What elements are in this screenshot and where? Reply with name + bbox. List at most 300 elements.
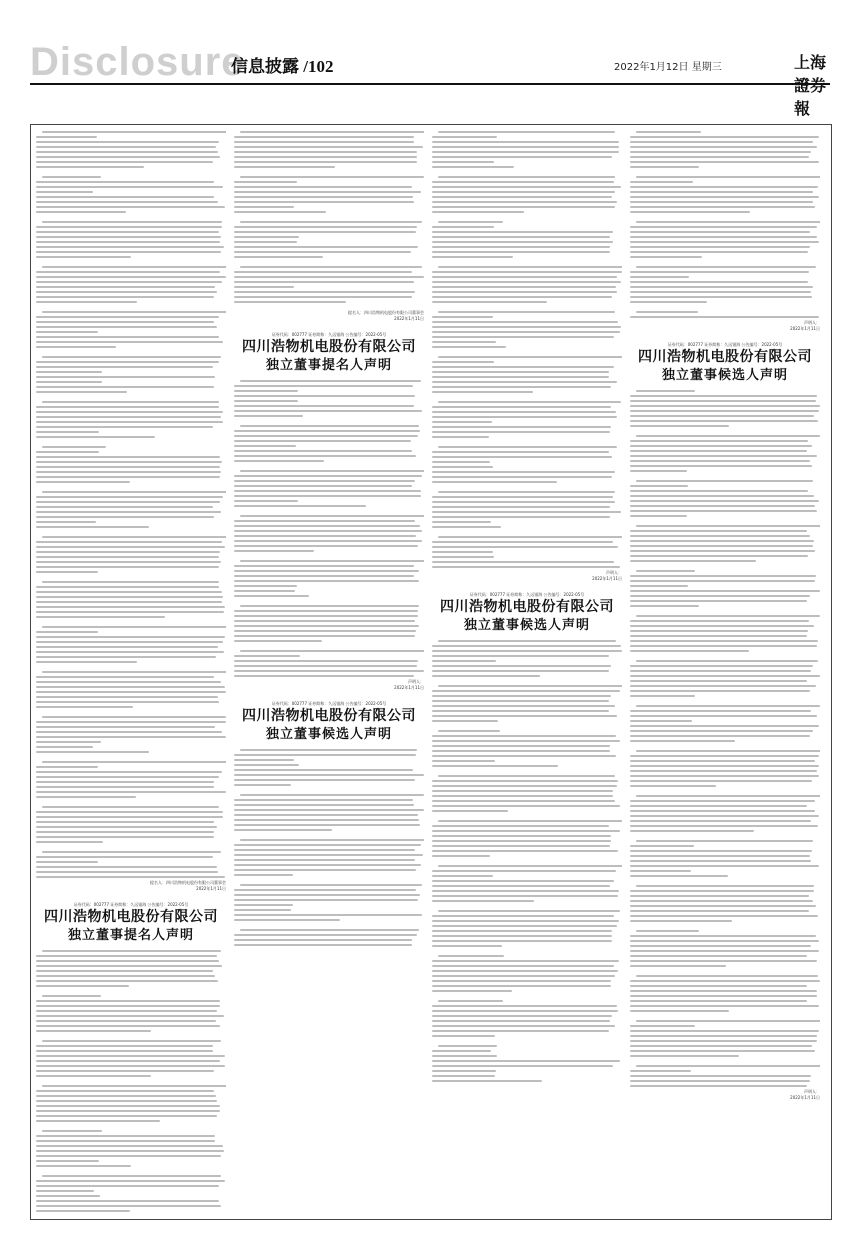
text-line [432,226,494,228]
text-line [630,805,807,807]
text-line [630,1040,817,1042]
body-text [630,390,820,1087]
text-line [234,540,422,542]
text-line [432,812,622,817]
newspaper-name: 上海證券報 [794,53,827,118]
text-line [36,461,222,463]
text-line [234,507,424,512]
text-line [432,516,610,518]
text-line [630,960,817,962]
text-line [630,550,815,552]
text-line [36,831,214,833]
text-line [432,431,610,433]
text-line [432,231,613,233]
text-line [630,630,808,632]
text-line [240,515,424,517]
signature: 提名人：四川浩物机电股份有限公司董事会 [348,310,424,315]
signature: 声明人： [408,679,424,684]
text-line [234,286,294,288]
text-line [234,281,414,283]
text-line [630,251,808,253]
text-line [432,835,611,837]
text-line [630,1085,807,1087]
text-line [36,876,225,878]
signature: 声明人： [804,1089,820,1094]
company-name: 四川浩物机电股份有限公司 [242,708,416,724]
text-line [36,431,99,433]
text-line [630,510,817,512]
text-line [432,1015,612,1017]
text-line [234,201,414,203]
text-line [234,849,415,851]
text-line [630,635,807,637]
text-line [432,902,622,907]
text-line [36,451,99,453]
text-line [36,551,220,553]
text-line [36,965,222,967]
text-line [630,855,810,857]
text-line [42,221,222,223]
text-line [240,425,419,427]
text-line [36,1205,221,1207]
text-line [36,361,219,363]
text-line [630,231,810,233]
text-line [36,1010,217,1012]
text-line [630,600,807,602]
text-line [36,483,226,488]
text-line [234,844,421,846]
text-line [42,581,219,583]
text-line [630,720,692,722]
text-line [432,506,610,508]
text-line [432,760,495,762]
text-line [234,889,416,891]
text-line [636,525,820,527]
text-line [36,1000,220,1002]
text-line [438,910,620,912]
text-line [234,462,424,467]
text-line [630,226,817,228]
text-line [42,761,226,763]
text-line [234,385,413,387]
doc-title: 独立董事候选人声明 [265,727,392,742]
company-name: 四川浩物机电股份有限公司 [638,349,812,365]
text-line [36,241,220,243]
text-line [234,934,417,936]
text-line [432,496,613,498]
text-line [630,730,813,732]
text-line [234,552,424,557]
text-line [234,450,412,452]
text-line [234,779,415,781]
text-line [432,201,617,203]
text-line [240,650,424,652]
text-line [234,804,414,806]
text-line [438,491,615,493]
signature-date: 2022年1月11日 [790,1095,820,1100]
issue-date: 2022年1月12日 星期三 [614,62,722,73]
text-line [432,246,610,248]
text-line [234,630,416,632]
text-line [36,753,226,758]
text-line [36,316,219,318]
text-line [438,221,503,223]
text-line [432,920,619,922]
text-line [432,191,615,193]
text-line [432,438,622,443]
text-line [36,246,224,248]
text-line [630,316,819,318]
brand-logo: Disclosure [30,40,245,84]
announcement-heading [432,592,622,634]
text-line [36,506,213,508]
masthead [30,40,830,118]
text-line [630,555,808,557]
text-line [630,1050,815,1052]
text-line [234,485,412,487]
text-line [36,151,218,153]
text-line [36,631,98,633]
text-line [42,176,101,178]
text-line [630,1030,819,1032]
text-line [432,1075,495,1077]
text-line [432,940,612,942]
text-line [630,697,820,702]
text-line [630,725,819,727]
text-line [234,236,299,238]
text-line [234,665,417,667]
text-line [630,955,807,957]
text-line [630,900,813,902]
text-line [432,992,622,997]
text-line [234,520,415,522]
text-line [36,393,226,398]
text-line [234,445,296,447]
text-line [630,815,819,817]
text-line [36,136,97,138]
text-line [630,530,807,532]
text-line [432,156,612,158]
text-line [432,785,617,787]
text-line [234,944,412,946]
text-line [438,536,622,538]
text-line [36,646,218,648]
text-line [630,276,689,278]
text-line [240,749,417,751]
text-line [36,1135,215,1137]
text-line [432,970,618,972]
announcement-heading [234,701,424,743]
text-line [36,1015,224,1017]
text-line [240,380,421,382]
text-line [432,805,620,807]
text-line [36,416,221,418]
text-line [432,880,614,882]
text-line [36,1110,220,1112]
text-line [240,131,424,133]
text-line [432,875,493,877]
text-line [432,151,619,153]
text-line [36,861,98,863]
text-line [36,296,214,298]
text-line [432,161,494,163]
text-line [234,799,413,801]
text-line [432,521,491,523]
text-line [36,281,222,283]
text-line [432,416,617,418]
text-line [36,686,225,688]
text-line [432,331,620,333]
text-line [234,864,421,866]
text-line [432,451,609,453]
stock-codes: 证券代码：002777 证券简称：久远银海 公告编号：2022-05号 [73,902,189,907]
text-line [234,226,417,228]
text-line [630,980,820,982]
text-line [234,809,424,811]
text-line [630,865,819,867]
text-line [234,146,423,148]
text-line [36,1200,219,1202]
text-line [234,241,297,243]
text-line [636,435,820,437]
text-line [630,395,817,397]
column-2 [234,128,424,1212]
text-line [240,839,424,841]
text-line [36,1025,220,1027]
text-line [36,1155,221,1157]
text-line [234,590,295,592]
text-line [234,395,415,397]
text-line [234,455,416,457]
text-line [630,742,820,747]
text-line [234,615,418,617]
text-line [432,241,613,243]
text-line [432,361,494,363]
text-line [36,371,102,373]
text-line [630,675,820,677]
text-line [234,271,412,273]
text-line [630,445,812,447]
text-line [630,645,817,647]
text-line [630,291,811,293]
text-line [630,440,808,442]
text-line [234,635,415,637]
text-line [36,501,220,503]
text-line [36,141,219,143]
announcement-heading [36,902,226,944]
text-line [432,1025,615,1027]
text-line [630,935,816,937]
text-line [630,710,811,712]
text-line [432,1065,613,1067]
text-line [36,326,217,328]
text-line [630,472,820,477]
text-line [432,750,610,752]
text-line [432,845,610,847]
text-line [36,191,93,193]
text-line [432,947,622,952]
text-line [36,676,214,678]
text-line [234,764,299,766]
text-line [432,258,622,263]
text-line [36,1185,219,1187]
text-line [636,131,701,133]
text-line [42,446,106,448]
text-line [36,196,214,198]
text-line [234,276,424,278]
text-line [636,480,813,482]
text-line [432,780,618,782]
text-line [36,213,226,218]
text-line [42,356,221,358]
text-line [234,390,298,392]
text-line [432,371,609,373]
text-line [234,814,418,816]
text-line [36,276,226,278]
text-line [234,831,424,836]
text-line [432,1060,620,1062]
text-line [36,970,213,972]
text-line [630,652,820,657]
body-text [234,131,424,308]
text-line [234,161,417,163]
text-line [630,181,693,183]
text-line [234,291,415,293]
text-line [36,541,222,543]
text-line [630,787,820,792]
text-line [630,590,820,592]
text-line [630,465,812,467]
text-line [234,400,298,402]
text-line [432,830,620,832]
text-line [630,206,815,208]
text-line [630,760,815,762]
text-line [36,798,226,803]
text-line [42,1085,226,1087]
text-line [432,296,612,298]
text-line [432,660,496,662]
text-line [630,186,818,188]
text-line [432,1070,496,1072]
text-line [630,690,810,692]
text-line [432,426,611,428]
text-line [240,605,419,607]
text-line [432,551,493,553]
text-line [630,1080,810,1082]
text-line [630,535,810,537]
text-line [36,291,217,293]
text-line [234,585,297,587]
text-line [36,386,214,388]
text-line [240,794,424,796]
text-line [234,660,418,662]
text-line [36,1077,226,1082]
text-line [432,406,611,408]
signature: 提名人：四川浩物机电股份有限公司董事会 [150,880,226,885]
text-line [432,715,617,717]
text-line [636,930,699,932]
text-line [42,1130,102,1132]
text-line [36,1055,225,1057]
text-line [636,570,695,572]
text-line [36,528,226,533]
text-line [432,790,613,792]
text-line [432,386,611,388]
text-line [630,136,819,138]
text-line [438,311,615,313]
text-line [630,995,817,997]
text-line [432,1020,610,1022]
text-line [36,251,221,253]
text-line [630,271,809,273]
doc-title: 独立董事提名人声明 [67,928,194,943]
text-line [234,620,415,622]
text-line [630,505,815,507]
text-line [636,840,813,842]
text-line [36,771,222,773]
text-line [630,1000,807,1002]
text-line [432,735,616,737]
text-line [630,562,820,567]
text-line [240,266,422,268]
text-line [36,236,221,238]
column-1 [36,128,226,1212]
text-line [36,871,218,873]
text-line [234,410,422,412]
text-line [432,376,609,378]
text-line [36,611,224,613]
text-line [240,884,422,886]
text-line [36,776,219,778]
text-line [36,746,93,748]
text-line [234,824,420,826]
text-line [36,1150,224,1152]
text-line [630,715,817,717]
text-line [234,575,414,577]
text-line [630,780,812,782]
text-line [36,980,218,982]
text-line [438,1045,497,1047]
body-text [432,131,622,568]
text-line [630,415,814,417]
text-line [432,857,622,862]
text-line [234,136,414,138]
text-line [36,181,214,183]
text-line [636,615,820,617]
text-line [36,566,219,568]
text-line [432,960,619,962]
text-line [438,775,615,777]
text-line [36,591,222,593]
text-line [36,1195,100,1197]
text-line [36,456,220,458]
text-line [234,570,419,572]
text-line [630,500,819,502]
text-line [36,606,225,608]
text-line [630,905,816,907]
text-line [636,221,820,223]
text-line [234,246,418,248]
text-line [36,586,219,588]
text-line [432,795,613,797]
text-line [432,710,609,712]
text-line [636,660,818,662]
text-line [234,156,417,158]
text-line [630,922,820,927]
text-line [42,806,219,808]
text-line [240,221,422,223]
text-line [36,421,223,423]
